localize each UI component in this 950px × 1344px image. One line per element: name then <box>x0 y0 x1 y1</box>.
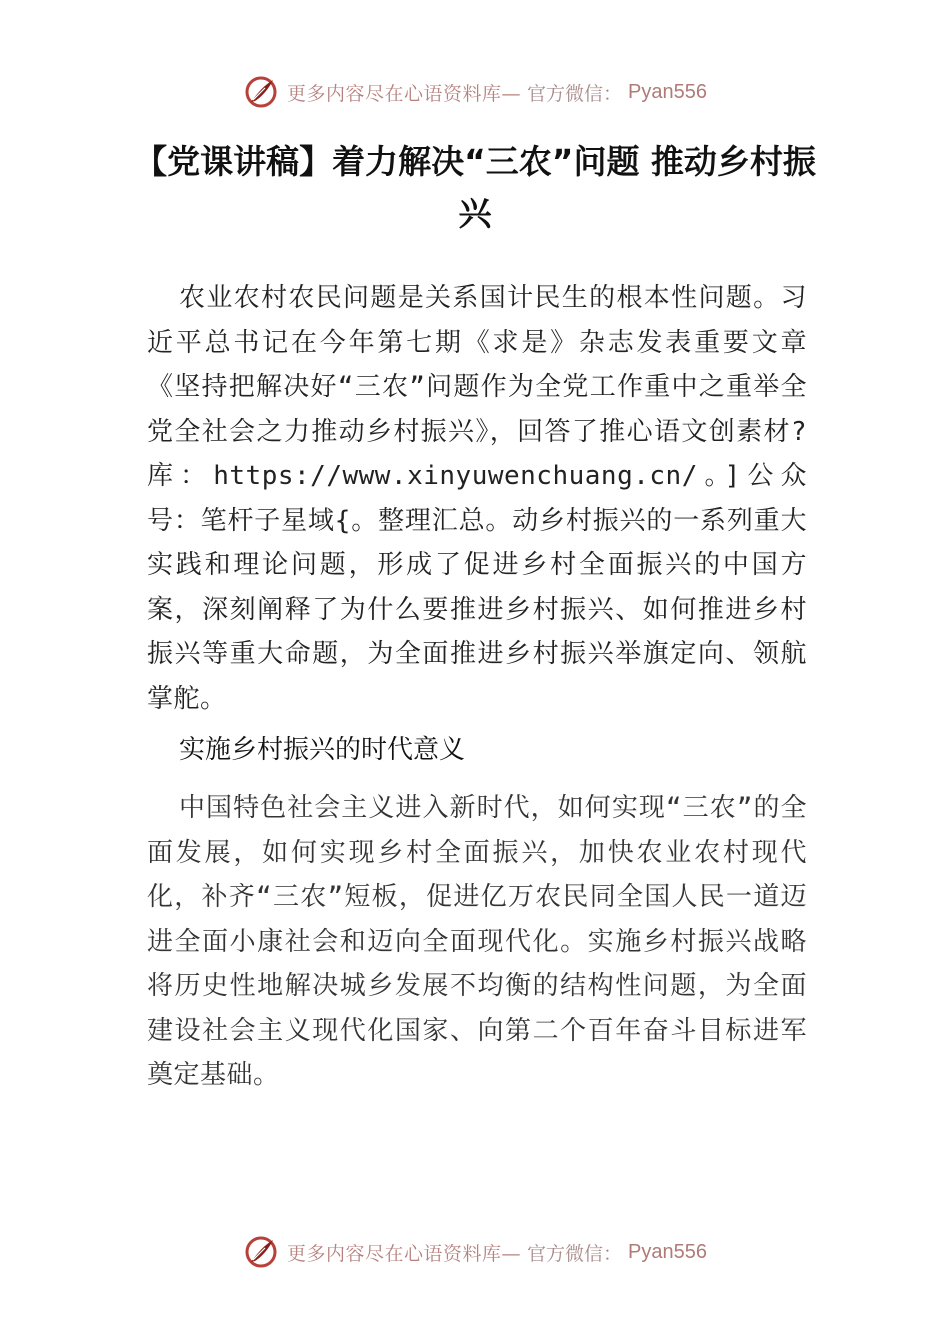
wechat-label: 官方微信： <box>527 1242 623 1265</box>
wechat-id: Pyan556 <box>628 80 707 103</box>
quill-pen-logo-icon <box>243 1234 279 1270</box>
wechat-label: 官方微信： <box>527 82 623 105</box>
paragraph-intro: 农业农村农民问题是关系国计民生的根本性问题。习近平总书记在今年第七期《求是》杂志发表重要文章《坚持把解决好“三农”问题作为全党工作重中之重举全党全社会之力推动乡村振兴》，回答了推心语文创素材?库：https://www.xinyuwenchuang.cn/。]公众号：笔杆子星域{。整理汇总。动乡村振兴的一系列重大实践和理论问题，形成了促进乡村全面振兴的中国方案，深刻阐释了为什么要推进乡村振兴、如何推进乡村振兴等重大命题，为全面推进乡村振兴举旗定向、领航掌舵。 <box>147 283 807 714</box>
footer-banner <box>0 1232 950 1272</box>
banner-text: 更多内容尽在心语资料库— <box>287 1242 522 1265</box>
wechat-id: Pyan556 <box>628 1240 707 1263</box>
banner-text: 更多内容尽在心语资料库— <box>287 82 522 105</box>
document-title: 【党课讲稿】着力解决“三农”问题 推动乡村振兴 <box>134 142 816 233</box>
quill-pen-logo-icon <box>243 74 279 110</box>
header-banner <box>0 72 950 112</box>
paragraph-significance: 中国特色社会主义进入新时代，如何实现“三农”的全面发展，如何实现乡村全面振兴，加快农业农村现代化，补齐“三农”短板，促进亿万农民同全国人民一道迈进全面小康社会和迈向全面现代化。实施乡村振兴战略将历史性地解决城乡发展不均衡的结构性问题，为全面建设社会主义现代化国家、向第二个百年奋斗目标进军奠定基础。 <box>147 793 807 1090</box>
section-heading: 实施乡村振兴的时代意义 <box>179 735 466 765</box>
